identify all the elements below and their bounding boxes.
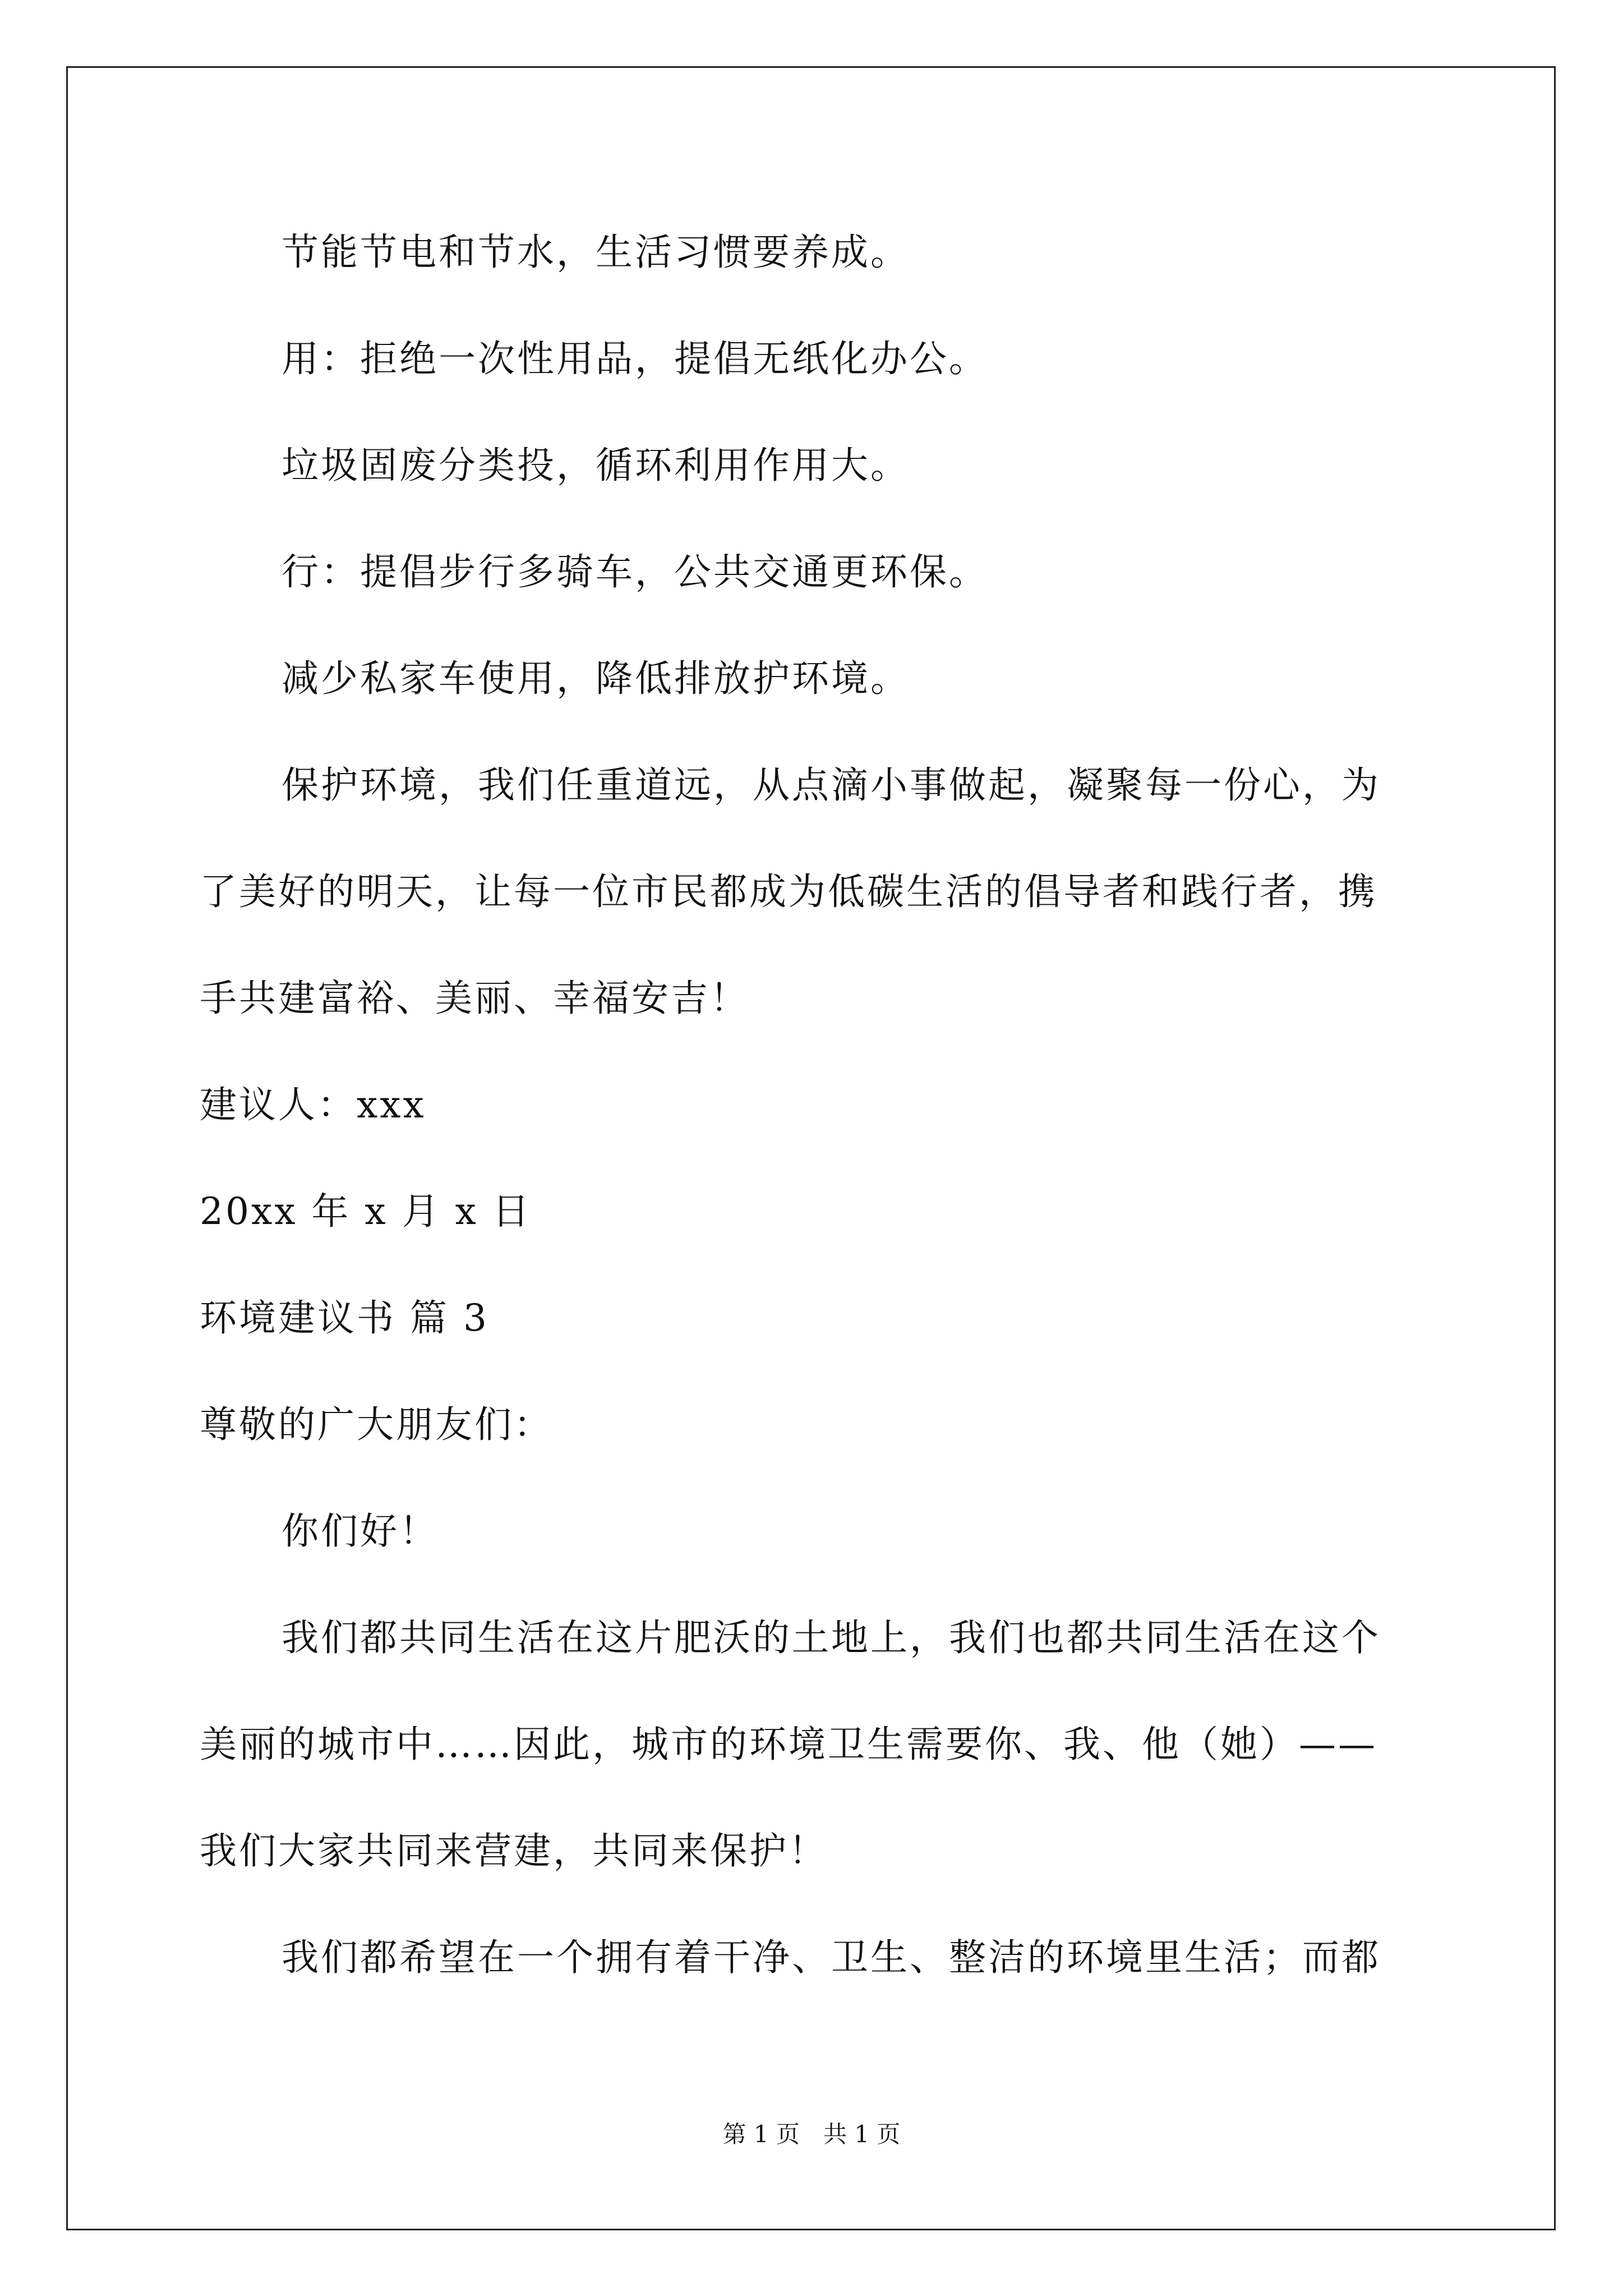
paragraph-line: 我们大家共同来营建，共同来保护！ <box>200 1829 828 1872</box>
paragraph-line: 减少私家车使用，降低排放护环境。 <box>282 657 910 700</box>
paragraph-line: 我们都希望在一个拥有着干净、卫生、整洁的环境里生活；而都 <box>282 1936 1381 1979</box>
salutation: 尊敬的广大朋友们： <box>200 1403 553 1446</box>
section-title: 环境建议书 篇 3 <box>200 1296 489 1340</box>
paragraph-line: 了美好的明天，让每一位市民都成为低碳生活的倡导者和践行者，携 <box>200 870 1377 913</box>
greeting: 你们好！ <box>282 1510 439 1553</box>
paragraph-line: 垃圾固废分类投，循环利用作用大。 <box>282 444 910 487</box>
page-footer: 第 1 页 共 1 页 <box>722 2120 901 2148</box>
paragraph-line: 手共建富裕、美丽、幸福安吉！ <box>200 977 749 1020</box>
paragraph-line: 节能节电和节水，生活习惯要养成。 <box>282 231 910 274</box>
signature-line: 建议人：xxx <box>200 1083 426 1126</box>
paragraph-line: 保护环境，我们任重道远，从点滴小事做起，凝聚每一份心，为 <box>282 763 1381 807</box>
paragraph-line: 我们都共同生活在这片肥沃的土地上，我们也都共同生活在这个 <box>282 1616 1381 1659</box>
paragraph-line: 行：提倡步行多骑车，公共交通更环保。 <box>282 550 988 593</box>
date-line: 20xx 年 x 月 x 日 <box>200 1190 532 1233</box>
paragraph-line: 用：拒绝一次性用品，提倡无纸化办公。 <box>282 337 988 380</box>
paragraph-line: 美丽的城市中……因此，城市的环境卫生需要你、我、他（她）—— <box>200 1723 1377 1766</box>
page-border <box>66 66 1556 2230</box>
